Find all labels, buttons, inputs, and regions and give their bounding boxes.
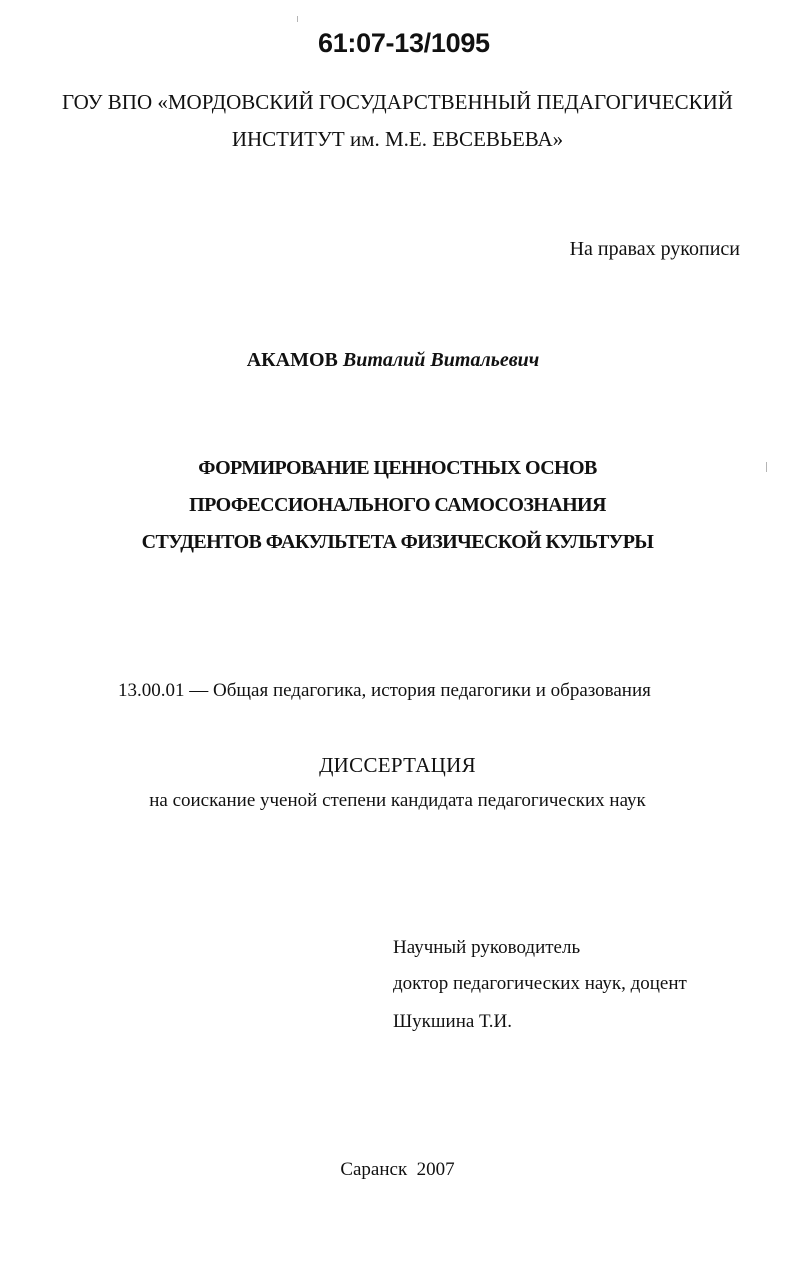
scan-speck: [297, 16, 298, 22]
place-and-year: Саранск 2007: [340, 1159, 455, 1180]
specialty-code: 13.00.01 — Общая педагогика, история педагогики и образования: [118, 680, 651, 701]
advisor-role: Научный руководитель: [393, 937, 581, 958]
degree-line: на соискание ученой степени кандидата педагогических наук: [149, 790, 646, 811]
institution-line-2: ИНСТИТУТ им. М.Е. ЕВСЕВЬЕВА»: [231, 127, 564, 151]
rights-note: На правах рукописи: [569, 238, 740, 260]
advisor-name: Шукшина Т.И.: [393, 1011, 512, 1032]
title-line-3: СТУДЕНТОВ ФАКУЛЬТЕТА ФИЗИЧЕСКОЙ КУЛЬТУРЫ: [141, 531, 654, 553]
document-type: ДИССЕРТАЦИЯ: [319, 753, 476, 777]
author-name: [0, 349, 786, 372]
author-given-names: Виталий Витальевич: [342, 349, 540, 371]
title-line-2: ПРОФЕССИОНАЛЬНОГО САМОСОЗНАНИЯ: [189, 494, 606, 516]
advisor-credentials: доктор педагогических наук, доцент: [393, 973, 687, 994]
title-line-1: ФОРМИРОВАНИЕ ЦЕННОСТНЫХ ОСНОВ: [198, 457, 597, 479]
author-surname: АКАМОВ: [246, 349, 338, 371]
archive-code: 61:07-13/1095: [318, 28, 490, 58]
institution-line-1: ГОУ ВПО «МОРДОВСКИЙ ГОСУДАРСТВЕННЫЙ ПЕДАГОГИЧЕСКИЙ: [62, 90, 733, 114]
